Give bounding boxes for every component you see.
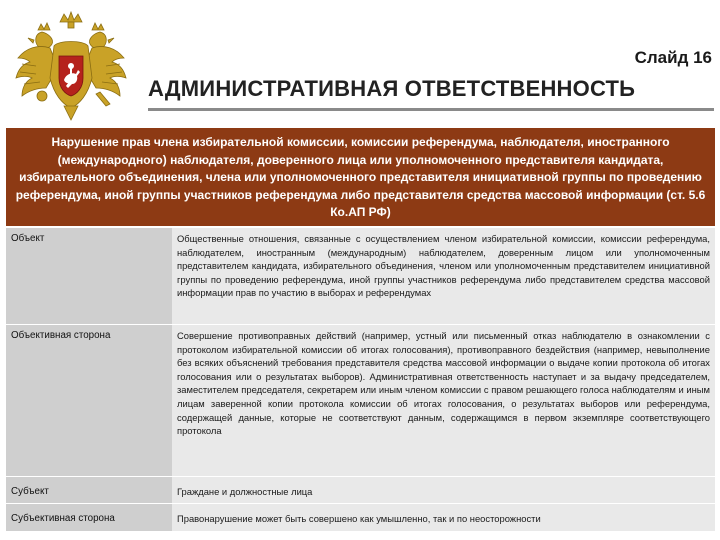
violation-banner: Нарушение прав члена избирательной комиссии, комиссии референдума, наблюдателя, иностранного (международного) наблюдателя, доверенного лица или уполномоченного представителя кандидата, избирательного объединения, члена или уполномоченного представителя инициативной группы по проведению референдума, иной группы участников референдума либо представителя средства массовой информации (ст. 5.6 Ко.АП РФ) [6,128,715,226]
table-row-subject [6,477,715,504]
table-row-objective-side [6,325,715,477]
row-label: Субъект [6,477,172,504]
slide-number: Слайд 16 [634,48,712,67]
row-label: Субъективная сторона [6,504,172,532]
row-value: Общественные отношения, связанные с осуществлением членом избирательной комиссии, комиссии референдума, наблюдателем, иностранным (международным) наблюдателем, доверенным лицом или уполномоченным представителем кандидата, избирательного объединения, членом или уполномоченным представителем инициативной группы по проведению референдума, иной группы участников референдума либо представителем средства массовой информации прав по участию в выборах и референдумах [172,228,715,325]
title-divider [148,108,714,111]
russian-eagle-emblem-icon [8,8,134,130]
table-row-object [6,228,715,325]
offense-elements-table [6,227,715,531]
row-label: Объективная сторона [6,325,172,477]
row-value: Правонарушение может быть совершено как умышленно, так и по неосторожности [172,504,715,532]
page-title: АДМИНИСТРАТИВНАЯ ОТВЕТСТВЕННОСТЬ [148,76,636,101]
row-value: Граждане и должностные лица [172,477,715,504]
table-row-subjective-side [6,504,715,532]
row-value: Совершение противоправных действий (например, устный или письменный отказ наблюдателю в ознакомлении с протоколом избирательной комиссии об итогах голосования), противоправного бездействия (например, невыполнение без всяких объяснений требования представителя средства массовой информации о выдаче копии протокола об итогах голосования или о результатах выборов). Административная ответственность наступает и за выдачу председателем, заместителем председателя, секретарем или иным членом комиссии с правом решающего голоса наблюдателям и иным лицам заверенной копии протокола комиссии об итогах голосования, о результатах выборов или референдума, содержащей данные, которые не соответствуют данным, содержащимся в первом экземпляре соответствующего протокола [172,325,715,477]
row-label: Объект [6,228,172,325]
